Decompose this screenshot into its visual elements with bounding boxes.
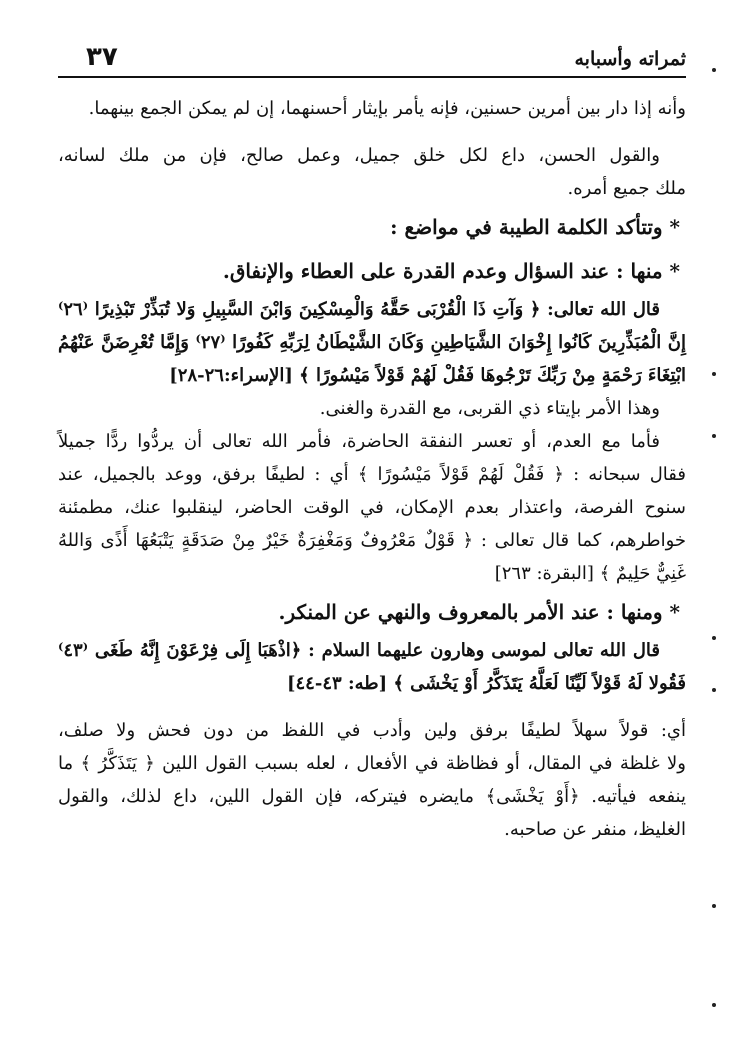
quran-verse-line: ابْتِغَاءَ رَحْمَةٍ مِنْ رَبِّكَ تَرْجُوهَا فَقُلْ لَهُمْ قَوْلاً مَيْسُورًا ﴾ [الإسراء:٢٦-٢٨] xyxy=(169,365,686,386)
margin-mark xyxy=(712,68,716,72)
header-rule xyxy=(58,76,686,78)
margin-mark xyxy=(712,688,716,692)
quran-verse-line: إِنَّ الْمُبَذِّرِينَ كَانُوا إِخْوَانَ الشَّيَاطِينِ وَكَانَ الشَّيْطَانُ لِرَبِّهِ كَفُورًا ⁽٢٧⁾ وَإِمَّا تُعْرِضَنَّ عَنْهُمُ xyxy=(58,332,686,353)
section-heading: * وتتأكد الكلمة الطيبة في مواضع : xyxy=(390,215,680,239)
section-heading: * ومنها : عند الأمر بالمعروف والنهي عن المنكر. xyxy=(278,600,680,624)
running-title: ثمراته وأسبابه xyxy=(574,48,686,70)
paragraph-line: ولا غلظة في المقال، أو فظاظة في الأفعال ، لعله بسبب القول اللين ﴿ يَتَذَكَّرُ ﴾ ما xyxy=(58,753,686,774)
paragraph-line: سنوح الفرصة، واعتذار بعدم الإمكان، في الوقت الحاضر، لينقلبوا عنك، مطمئنة xyxy=(58,497,686,518)
page-body xyxy=(58,92,686,846)
margin-mark xyxy=(712,1003,716,1007)
section-heading: * منها : عند السؤال وعدم القدرة على العطاء والإنفاق. xyxy=(222,259,680,283)
paragraph-line: ملك جميع أمره. xyxy=(567,178,686,199)
page-number: ٣٧ xyxy=(86,42,118,72)
margin-mark xyxy=(712,904,716,908)
paragraph-line: فقال سبحانه : ﴿ فَقُلْ لَهُمْ قَوْلاً مَيْسُورًا ﴾ أي : لطيفًا برفق، ووعد بالجميل، عند xyxy=(58,464,686,485)
paragraph-line: وهذا الأمر بإيتاء ذي القربى، مع القدرة والغنى. xyxy=(319,398,660,419)
paragraph-line: وأنه إذا دار بين أمرين حسنين، فإنه يأمر بإيثار أحسنهما، إن لم يمكن الجمع بينهما. xyxy=(88,98,686,119)
paragraph-line: ينفعه فيأتيه. ﴿أَوْ يَخْشَى﴾ مايضره فيتركه، فإن القول اللين، داع لذلك، والقول xyxy=(58,786,686,807)
paragraph-line: أي: قولاً سهلاً لطيفًا برفق ولين وأدب في اللفظ من دون فحش ولا صلف، xyxy=(58,720,686,741)
quran-verse-line: فَقُولا لَهُ قَوْلاً لَيِّنًا لَعَلَّهُ يَتَذَكَّرُ أَوْ يَخْشَى ﴾ [طه: ٤٣-٤٤] xyxy=(286,673,686,694)
paragraph-line: الغليظ، منفر عن صاحبه. xyxy=(504,819,686,840)
paragraph-line: والقول الحسن، داع لكل خلق جميل، وعمل صالح، فإن من ملك لسانه، xyxy=(58,145,660,166)
paragraph-line: خواطرهم، كما قال تعالى : ﴿ قَوْلٌ مَعْرُوفٌ وَمَغْفِرَةٌ خَيْرٌ مِنْ صَدَقَةٍ يَتْبَعُهَا أَذًى وَاللهُ xyxy=(58,530,686,551)
margin-mark xyxy=(712,434,716,438)
quran-verse-line: قال الله تعالى: ﴿ وَآتِ ذَا الْقُرْبَى حَقَّهُ وَالْمِسْكِينَ وَابْنَ السَّبِيلِ وَلا تُبَذِّرْ تَبْذِيرًا ⁽٢٦⁾ xyxy=(58,299,660,320)
paragraph-line: غَنِيٌّ حَلِيمٌ ﴾ [البقرة: ٢٦٣] xyxy=(494,563,686,584)
margin-mark xyxy=(712,636,716,640)
page-header xyxy=(58,36,686,80)
paragraph-line: فأما مع العدم، أو تعسر النفقة الحاضرة، فأمر الله تعالى أن يردُّوا ردًّا جميلاً xyxy=(58,431,660,452)
quran-verse-line: قال الله تعالى لموسى وهارون عليهما السلام : ﴿اذْهَبَا إِلَى فِرْعَوْنَ إِنَّهُ طَغَى ⁽٤٣⁾ xyxy=(58,640,660,661)
margin-mark xyxy=(712,372,716,376)
